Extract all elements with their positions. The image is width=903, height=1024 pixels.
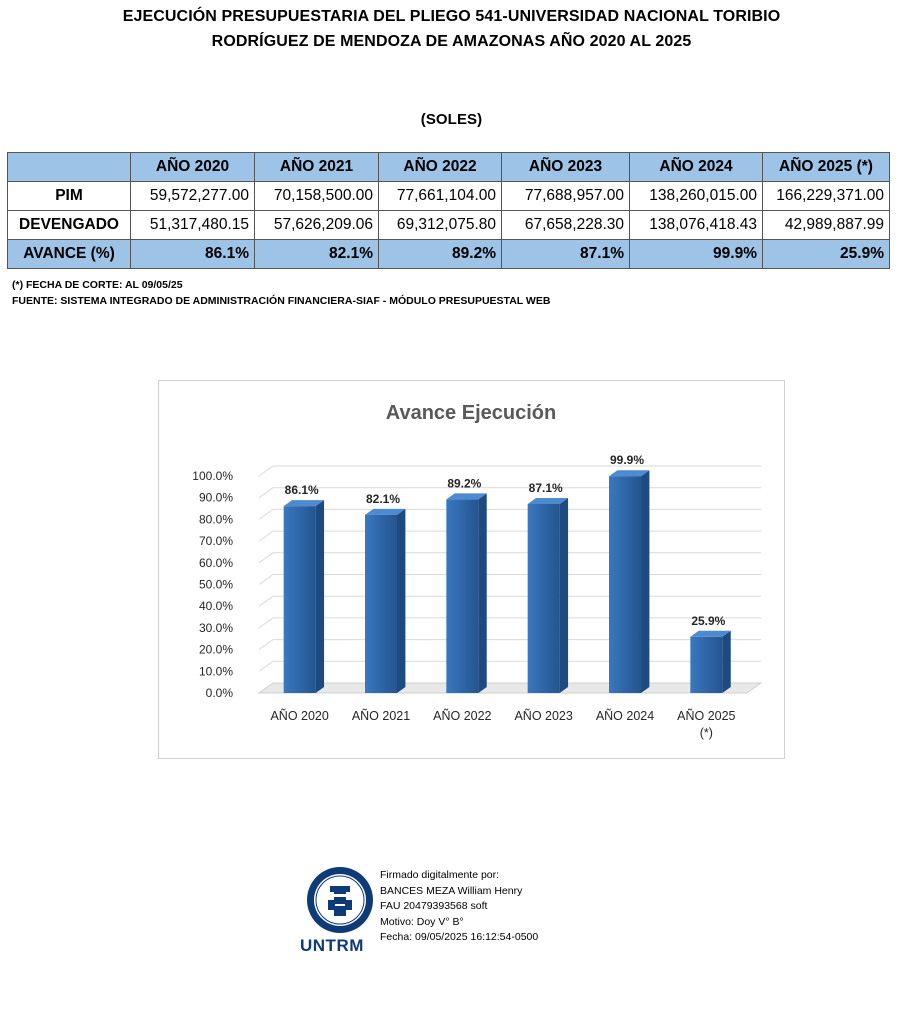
column-header: AÑO 2024	[630, 153, 763, 182]
units-label: (SOLES)	[420, 111, 483, 128]
table-row-pim	[8, 182, 890, 211]
y-tick-label: 60.0%	[198, 555, 233, 570]
signature-line: Motivo: Doy V° B°	[380, 915, 464, 928]
chart-floor	[259, 683, 761, 693]
table-cell: 77,688,957.00	[502, 182, 630, 211]
table-cell: 166,229,371.00	[763, 182, 890, 211]
row-label: AVANCE (%)	[8, 240, 131, 269]
y-tick-label: 70.0%	[198, 534, 233, 549]
row-label: PIM	[8, 182, 131, 211]
bar-side	[641, 470, 649, 693]
table-corner-cell	[8, 153, 131, 182]
gridline-side	[259, 640, 273, 650]
bar	[609, 476, 641, 693]
signature-line: Fecha: 09/05/2025 16:12:54-0500	[380, 931, 539, 943]
y-tick-label: 20.0%	[198, 642, 233, 657]
bar	[690, 637, 722, 693]
x-tick-label: AÑO 2021	[351, 709, 411, 723]
bar-side	[722, 631, 730, 693]
table-cell: 138,260,015.00	[630, 182, 763, 211]
bar	[365, 515, 397, 693]
table-cell: 25.9%	[763, 240, 890, 269]
y-tick-label: 40.0%	[198, 599, 233, 614]
x-tick-label: AÑO 2022	[433, 709, 492, 723]
gridline-side	[259, 618, 273, 628]
source-note: FUENTE: SISTEMA INTEGRADO DE ADMINISTRACIÓN FINANCIERA-SIAF - MÓDULO PRESUPUESTAL WEB	[12, 295, 551, 307]
budget-table	[7, 152, 890, 269]
gridline-side	[259, 575, 273, 585]
digital-signature	[298, 862, 618, 962]
bar-side	[316, 500, 324, 693]
gridline-side	[259, 553, 273, 563]
x-tick-label: (*)	[699, 726, 713, 740]
y-tick-label: 30.0%	[198, 620, 233, 635]
table-cell: 42,989,887.99	[763, 211, 890, 240]
university-logo-text: UNTRM	[300, 936, 364, 955]
y-tick-label: 100.0%	[192, 469, 233, 483]
data-label: 86.1%	[284, 483, 319, 498]
x-tick-label: AÑO 2025	[677, 709, 736, 723]
table-cell: 77,661,104.00	[379, 182, 502, 211]
x-tick-label: AÑO 2023	[514, 709, 573, 723]
bar-side	[397, 509, 405, 693]
bar	[528, 504, 560, 693]
university-seal-icon	[304, 864, 374, 936]
signature-text	[380, 868, 538, 946]
bar	[446, 499, 478, 693]
data-label: 99.9%	[609, 453, 645, 468]
gridline-side	[259, 661, 273, 671]
data-label: 82.1%	[365, 491, 401, 506]
report-title-line-2: RODRÍGUEZ DE MENDOZA DE AMAZONAS AÑO 2020 AL 2025	[211, 33, 692, 50]
bar-side	[560, 498, 568, 693]
column-header: AÑO 2021	[255, 153, 379, 182]
table-cell: 51,317,480.15	[131, 211, 255, 240]
table-cell: 86.1%	[131, 240, 255, 269]
data-label: 89.2%	[447, 476, 482, 491]
y-tick-label: 50.0%	[198, 577, 233, 592]
table-header-row	[8, 153, 890, 182]
row-label: DEVENGADO	[8, 211, 131, 240]
column-header: AÑO 2023	[502, 153, 630, 182]
table-cell: 138,076,418.43	[630, 211, 763, 240]
table-row-devengado	[8, 211, 890, 240]
table-cell: 87.1%	[502, 240, 630, 269]
bar-side	[478, 493, 486, 693]
report-title-line-1: EJECUCIÓN PRESUPUESTARIA DEL PLIEGO 541-UNIVERSIDAD NACIONAL TORIBIO	[122, 8, 781, 25]
x-tick-label: AÑO 2024	[595, 709, 655, 723]
table-cell: 59,572,277.00	[131, 182, 255, 211]
table-cell: 69,312,075.80	[379, 211, 502, 240]
y-tick-label: 90.0%	[198, 490, 233, 505]
table-cell: 57,626,209.06	[255, 211, 379, 240]
cutoff-note: (*) FECHA DE CORTE: AL 09/05/25	[12, 279, 183, 291]
table-row-avance	[8, 240, 890, 269]
gridline-side	[259, 488, 273, 498]
gridline-side	[259, 466, 273, 476]
column-header: AÑO 2020	[131, 153, 255, 182]
bar-chart	[159, 381, 784, 758]
bar	[284, 506, 316, 693]
table-cell: 99.9%	[630, 240, 763, 269]
table-cell: 82.1%	[255, 240, 379, 269]
gridline-side	[259, 596, 273, 606]
signature-line: Firmado digitalmente por:	[380, 869, 500, 881]
column-header: AÑO 2022	[379, 153, 502, 182]
signature-line: FAU 20479393568 soft	[380, 900, 488, 912]
data-label: 25.9%	[691, 613, 726, 628]
chart-title: Avance Ejecución	[385, 402, 557, 424]
chart-container	[158, 380, 785, 759]
signature-line: BANCES MEZA William Henry	[380, 884, 523, 897]
column-header: AÑO 2025 (*)	[763, 153, 890, 182]
x-tick-label: AÑO 2020	[270, 709, 329, 723]
y-tick-label: 0.0%	[205, 686, 233, 700]
y-tick-label: 10.0%	[198, 664, 233, 679]
gridline-side	[259, 509, 273, 519]
table-cell: 70,158,500.00	[255, 182, 379, 211]
y-tick-label: 80.0%	[198, 512, 233, 527]
data-label: 87.1%	[528, 480, 563, 495]
table-cell: 89.2%	[379, 240, 502, 269]
table-cell: 67,658,228.30	[502, 211, 630, 240]
gridline-side	[259, 531, 273, 541]
